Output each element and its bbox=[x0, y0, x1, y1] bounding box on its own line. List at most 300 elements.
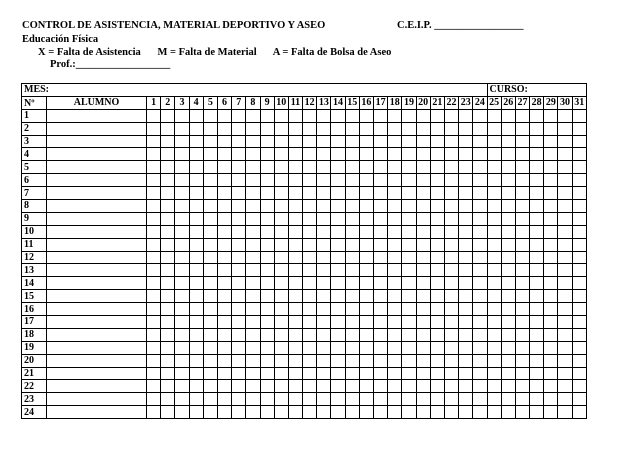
mark-cell[interactable] bbox=[402, 200, 416, 213]
mark-cell[interactable] bbox=[430, 380, 444, 393]
mark-cell[interactable] bbox=[189, 251, 203, 264]
mark-cell[interactable] bbox=[246, 225, 260, 238]
mark-cell[interactable] bbox=[345, 341, 359, 354]
mark-cell[interactable] bbox=[189, 406, 203, 419]
mark-cell[interactable] bbox=[530, 187, 544, 200]
student-name-cell[interactable] bbox=[47, 212, 147, 225]
mark-cell[interactable] bbox=[544, 251, 558, 264]
mark-cell[interactable] bbox=[175, 187, 189, 200]
mark-cell[interactable] bbox=[473, 316, 487, 329]
mark-cell[interactable] bbox=[501, 135, 515, 148]
mark-cell[interactable] bbox=[402, 238, 416, 251]
mark-cell[interactable] bbox=[501, 393, 515, 406]
mark-cell[interactable] bbox=[232, 109, 246, 122]
mark-cell[interactable] bbox=[175, 367, 189, 380]
mark-cell[interactable] bbox=[444, 393, 458, 406]
mark-cell[interactable] bbox=[161, 161, 175, 174]
mark-cell[interactable] bbox=[288, 367, 302, 380]
mark-cell[interactable] bbox=[317, 122, 331, 135]
mark-cell[interactable] bbox=[161, 200, 175, 213]
mark-cell[interactable] bbox=[303, 225, 317, 238]
mark-cell[interactable] bbox=[544, 316, 558, 329]
mark-cell[interactable] bbox=[331, 303, 345, 316]
mark-cell[interactable] bbox=[530, 212, 544, 225]
student-name-cell[interactable] bbox=[47, 174, 147, 187]
mark-cell[interactable] bbox=[232, 277, 246, 290]
mark-cell[interactable] bbox=[147, 212, 161, 225]
mark-cell[interactable] bbox=[473, 328, 487, 341]
mark-cell[interactable] bbox=[288, 122, 302, 135]
mark-cell[interactable] bbox=[444, 341, 458, 354]
mark-cell[interactable] bbox=[416, 251, 430, 264]
mark-cell[interactable] bbox=[544, 238, 558, 251]
mark-cell[interactable] bbox=[175, 161, 189, 174]
mark-cell[interactable] bbox=[416, 212, 430, 225]
student-name-cell[interactable] bbox=[47, 303, 147, 316]
mark-cell[interactable] bbox=[444, 290, 458, 303]
mark-cell[interactable] bbox=[416, 148, 430, 161]
mark-cell[interactable] bbox=[544, 406, 558, 419]
mark-cell[interactable] bbox=[402, 277, 416, 290]
mark-cell[interactable] bbox=[359, 187, 373, 200]
mark-cell[interactable] bbox=[374, 328, 388, 341]
mark-cell[interactable] bbox=[246, 341, 260, 354]
mark-cell[interactable] bbox=[203, 264, 217, 277]
mark-cell[interactable] bbox=[572, 200, 586, 213]
mark-cell[interactable] bbox=[501, 264, 515, 277]
mark-cell[interactable] bbox=[487, 277, 501, 290]
mark-cell[interactable] bbox=[388, 316, 402, 329]
mark-cell[interactable] bbox=[359, 200, 373, 213]
mark-cell[interactable] bbox=[232, 238, 246, 251]
mark-cell[interactable] bbox=[515, 393, 529, 406]
mark-cell[interactable] bbox=[558, 316, 572, 329]
mark-cell[interactable] bbox=[317, 238, 331, 251]
mark-cell[interactable] bbox=[217, 187, 231, 200]
mark-cell[interactable] bbox=[473, 212, 487, 225]
mark-cell[interactable] bbox=[147, 122, 161, 135]
mark-cell[interactable] bbox=[544, 148, 558, 161]
mark-cell[interactable] bbox=[416, 109, 430, 122]
mark-cell[interactable] bbox=[317, 161, 331, 174]
mark-cell[interactable] bbox=[374, 316, 388, 329]
mark-cell[interactable] bbox=[359, 264, 373, 277]
mark-cell[interactable] bbox=[374, 367, 388, 380]
mark-cell[interactable] bbox=[515, 406, 529, 419]
mark-cell[interactable] bbox=[260, 174, 274, 187]
mark-cell[interactable] bbox=[317, 354, 331, 367]
mark-cell[interactable] bbox=[572, 316, 586, 329]
mark-cell[interactable] bbox=[303, 212, 317, 225]
mark-cell[interactable] bbox=[345, 406, 359, 419]
mark-cell[interactable] bbox=[317, 135, 331, 148]
mark-cell[interactable] bbox=[288, 187, 302, 200]
mark-cell[interactable] bbox=[430, 148, 444, 161]
mark-cell[interactable] bbox=[331, 238, 345, 251]
mark-cell[interactable] bbox=[558, 354, 572, 367]
mark-cell[interactable] bbox=[558, 264, 572, 277]
mark-cell[interactable] bbox=[544, 109, 558, 122]
mark-cell[interactable] bbox=[147, 161, 161, 174]
mark-cell[interactable] bbox=[175, 406, 189, 419]
mark-cell[interactable] bbox=[246, 393, 260, 406]
mark-cell[interactable] bbox=[232, 316, 246, 329]
mark-cell[interactable] bbox=[189, 354, 203, 367]
mark-cell[interactable] bbox=[487, 122, 501, 135]
mark-cell[interactable] bbox=[572, 161, 586, 174]
mark-cell[interactable] bbox=[444, 367, 458, 380]
mark-cell[interactable] bbox=[501, 109, 515, 122]
mark-cell[interactable] bbox=[161, 406, 175, 419]
mark-cell[interactable] bbox=[558, 380, 572, 393]
mark-cell[interactable] bbox=[147, 251, 161, 264]
mark-cell[interactable] bbox=[331, 316, 345, 329]
mark-cell[interactable] bbox=[459, 264, 473, 277]
mark-cell[interactable] bbox=[303, 161, 317, 174]
mark-cell[interactable] bbox=[331, 367, 345, 380]
mark-cell[interactable] bbox=[331, 174, 345, 187]
mark-cell[interactable] bbox=[501, 341, 515, 354]
mark-cell[interactable] bbox=[388, 393, 402, 406]
mark-cell[interactable] bbox=[444, 148, 458, 161]
mark-cell[interactable] bbox=[161, 290, 175, 303]
mark-cell[interactable] bbox=[430, 393, 444, 406]
mark-cell[interactable] bbox=[359, 238, 373, 251]
mark-cell[interactable] bbox=[359, 328, 373, 341]
mark-cell[interactable] bbox=[317, 290, 331, 303]
mark-cell[interactable] bbox=[416, 225, 430, 238]
mark-cell[interactable] bbox=[430, 316, 444, 329]
mark-cell[interactable] bbox=[217, 238, 231, 251]
mark-cell[interactable] bbox=[345, 316, 359, 329]
mark-cell[interactable] bbox=[359, 406, 373, 419]
mark-cell[interactable] bbox=[374, 277, 388, 290]
mark-cell[interactable] bbox=[515, 328, 529, 341]
mark-cell[interactable] bbox=[203, 393, 217, 406]
student-name-cell[interactable] bbox=[47, 290, 147, 303]
mark-cell[interactable] bbox=[331, 161, 345, 174]
mark-cell[interactable] bbox=[473, 122, 487, 135]
mark-cell[interactable] bbox=[232, 225, 246, 238]
mark-cell[interactable] bbox=[416, 406, 430, 419]
mark-cell[interactable] bbox=[303, 238, 317, 251]
mark-cell[interactable] bbox=[530, 277, 544, 290]
mark-cell[interactable] bbox=[388, 148, 402, 161]
mark-cell[interactable] bbox=[246, 161, 260, 174]
mark-cell[interactable] bbox=[317, 264, 331, 277]
student-name-cell[interactable] bbox=[47, 251, 147, 264]
mark-cell[interactable] bbox=[345, 187, 359, 200]
mark-cell[interactable] bbox=[530, 316, 544, 329]
mark-cell[interactable] bbox=[444, 187, 458, 200]
mark-cell[interactable] bbox=[161, 277, 175, 290]
mark-cell[interactable] bbox=[260, 316, 274, 329]
mark-cell[interactable] bbox=[189, 290, 203, 303]
mark-cell[interactable] bbox=[274, 393, 288, 406]
mark-cell[interactable] bbox=[203, 174, 217, 187]
mark-cell[interactable] bbox=[515, 290, 529, 303]
mark-cell[interactable] bbox=[175, 264, 189, 277]
mark-cell[interactable] bbox=[374, 148, 388, 161]
mark-cell[interactable] bbox=[303, 341, 317, 354]
mark-cell[interactable] bbox=[430, 406, 444, 419]
mark-cell[interactable] bbox=[189, 212, 203, 225]
mark-cell[interactable] bbox=[217, 354, 231, 367]
mark-cell[interactable] bbox=[388, 238, 402, 251]
mark-cell[interactable] bbox=[260, 109, 274, 122]
mark-cell[interactable] bbox=[303, 200, 317, 213]
student-name-cell[interactable] bbox=[47, 200, 147, 213]
mark-cell[interactable] bbox=[416, 367, 430, 380]
mark-cell[interactable] bbox=[303, 277, 317, 290]
mark-cell[interactable] bbox=[217, 290, 231, 303]
mark-cell[interactable] bbox=[274, 380, 288, 393]
mark-cell[interactable] bbox=[530, 354, 544, 367]
mark-cell[interactable] bbox=[175, 328, 189, 341]
mark-cell[interactable] bbox=[217, 122, 231, 135]
mark-cell[interactable] bbox=[558, 161, 572, 174]
mark-cell[interactable] bbox=[402, 109, 416, 122]
mark-cell[interactable] bbox=[147, 200, 161, 213]
mark-cell[interactable] bbox=[473, 393, 487, 406]
mark-cell[interactable] bbox=[175, 174, 189, 187]
mark-cell[interactable] bbox=[189, 200, 203, 213]
mark-cell[interactable] bbox=[572, 277, 586, 290]
mark-cell[interactable] bbox=[161, 380, 175, 393]
mark-cell[interactable] bbox=[430, 174, 444, 187]
mark-cell[interactable] bbox=[161, 135, 175, 148]
mark-cell[interactable] bbox=[274, 277, 288, 290]
mark-cell[interactable] bbox=[359, 109, 373, 122]
mark-cell[interactable] bbox=[444, 277, 458, 290]
mark-cell[interactable] bbox=[473, 251, 487, 264]
mark-cell[interactable] bbox=[232, 380, 246, 393]
mark-cell[interactable] bbox=[161, 212, 175, 225]
mark-cell[interactable] bbox=[147, 135, 161, 148]
mark-cell[interactable] bbox=[558, 393, 572, 406]
mark-cell[interactable] bbox=[331, 277, 345, 290]
mark-cell[interactable] bbox=[288, 290, 302, 303]
mark-cell[interactable] bbox=[359, 367, 373, 380]
mark-cell[interactable] bbox=[402, 367, 416, 380]
mark-cell[interactable] bbox=[274, 341, 288, 354]
mark-cell[interactable] bbox=[544, 393, 558, 406]
mark-cell[interactable] bbox=[544, 328, 558, 341]
mark-cell[interactable] bbox=[473, 174, 487, 187]
mark-cell[interactable] bbox=[530, 367, 544, 380]
mark-cell[interactable] bbox=[331, 225, 345, 238]
mark-cell[interactable] bbox=[189, 264, 203, 277]
mark-cell[interactable] bbox=[203, 367, 217, 380]
mark-cell[interactable] bbox=[473, 264, 487, 277]
mark-cell[interactable] bbox=[388, 290, 402, 303]
mark-cell[interactable] bbox=[203, 212, 217, 225]
mark-cell[interactable] bbox=[246, 328, 260, 341]
mark-cell[interactable] bbox=[473, 238, 487, 251]
mark-cell[interactable] bbox=[303, 135, 317, 148]
mark-cell[interactable] bbox=[501, 380, 515, 393]
mark-cell[interactable] bbox=[288, 225, 302, 238]
mark-cell[interactable] bbox=[345, 225, 359, 238]
mark-cell[interactable] bbox=[459, 277, 473, 290]
mark-cell[interactable] bbox=[530, 251, 544, 264]
mark-cell[interactable] bbox=[388, 161, 402, 174]
mark-cell[interactable] bbox=[444, 161, 458, 174]
mark-cell[interactable] bbox=[260, 264, 274, 277]
mark-cell[interactable] bbox=[388, 109, 402, 122]
mark-cell[interactable] bbox=[473, 187, 487, 200]
mark-cell[interactable] bbox=[317, 212, 331, 225]
mark-cell[interactable] bbox=[388, 200, 402, 213]
mark-cell[interactable] bbox=[359, 174, 373, 187]
mark-cell[interactable] bbox=[544, 380, 558, 393]
mark-cell[interactable] bbox=[345, 367, 359, 380]
mark-cell[interactable] bbox=[515, 174, 529, 187]
mark-cell[interactable] bbox=[203, 303, 217, 316]
mark-cell[interactable] bbox=[331, 212, 345, 225]
mark-cell[interactable] bbox=[246, 238, 260, 251]
mark-cell[interactable] bbox=[246, 406, 260, 419]
mark-cell[interactable] bbox=[189, 380, 203, 393]
mark-cell[interactable] bbox=[175, 303, 189, 316]
mark-cell[interactable] bbox=[232, 174, 246, 187]
mark-cell[interactable] bbox=[402, 380, 416, 393]
mark-cell[interactable] bbox=[288, 109, 302, 122]
mark-cell[interactable] bbox=[430, 135, 444, 148]
mark-cell[interactable] bbox=[217, 406, 231, 419]
mark-cell[interactable] bbox=[288, 148, 302, 161]
mark-cell[interactable] bbox=[374, 122, 388, 135]
mark-cell[interactable] bbox=[161, 174, 175, 187]
mark-cell[interactable] bbox=[345, 354, 359, 367]
mark-cell[interactable] bbox=[544, 135, 558, 148]
mark-cell[interactable] bbox=[487, 200, 501, 213]
student-name-cell[interactable] bbox=[47, 380, 147, 393]
mark-cell[interactable] bbox=[374, 109, 388, 122]
mark-cell[interactable] bbox=[161, 303, 175, 316]
student-name-cell[interactable] bbox=[47, 406, 147, 419]
mark-cell[interactable] bbox=[544, 264, 558, 277]
mark-cell[interactable] bbox=[232, 264, 246, 277]
mark-cell[interactable] bbox=[189, 135, 203, 148]
mark-cell[interactable] bbox=[359, 251, 373, 264]
mark-cell[interactable] bbox=[317, 367, 331, 380]
mark-cell[interactable] bbox=[544, 290, 558, 303]
mark-cell[interactable] bbox=[501, 367, 515, 380]
mark-cell[interactable] bbox=[515, 316, 529, 329]
mark-cell[interactable] bbox=[345, 135, 359, 148]
mark-cell[interactable] bbox=[317, 277, 331, 290]
mark-cell[interactable] bbox=[359, 380, 373, 393]
mark-cell[interactable] bbox=[388, 225, 402, 238]
mark-cell[interactable] bbox=[572, 174, 586, 187]
mark-cell[interactable] bbox=[203, 406, 217, 419]
mark-cell[interactable] bbox=[189, 161, 203, 174]
mark-cell[interactable] bbox=[317, 225, 331, 238]
mark-cell[interactable] bbox=[388, 367, 402, 380]
mark-cell[interactable] bbox=[359, 316, 373, 329]
mark-cell[interactable] bbox=[359, 393, 373, 406]
mark-cell[interactable] bbox=[317, 303, 331, 316]
mark-cell[interactable] bbox=[147, 303, 161, 316]
mark-cell[interactable] bbox=[345, 290, 359, 303]
mark-cell[interactable] bbox=[530, 290, 544, 303]
mark-cell[interactable] bbox=[459, 367, 473, 380]
mark-cell[interactable] bbox=[444, 316, 458, 329]
mark-cell[interactable] bbox=[161, 393, 175, 406]
mark-cell[interactable] bbox=[175, 380, 189, 393]
mark-cell[interactable] bbox=[345, 303, 359, 316]
mark-cell[interactable] bbox=[530, 393, 544, 406]
mark-cell[interactable] bbox=[288, 251, 302, 264]
mark-cell[interactable] bbox=[260, 148, 274, 161]
mark-cell[interactable] bbox=[288, 238, 302, 251]
mark-cell[interactable] bbox=[359, 277, 373, 290]
mark-cell[interactable] bbox=[331, 328, 345, 341]
mark-cell[interactable] bbox=[203, 225, 217, 238]
mark-cell[interactable] bbox=[374, 393, 388, 406]
mark-cell[interactable] bbox=[331, 354, 345, 367]
mark-cell[interactable] bbox=[501, 251, 515, 264]
mark-cell[interactable] bbox=[147, 238, 161, 251]
mark-cell[interactable] bbox=[544, 200, 558, 213]
mark-cell[interactable] bbox=[303, 316, 317, 329]
mark-cell[interactable] bbox=[544, 161, 558, 174]
mark-cell[interactable] bbox=[487, 148, 501, 161]
mark-cell[interactable] bbox=[260, 277, 274, 290]
mark-cell[interactable] bbox=[572, 122, 586, 135]
mark-cell[interactable] bbox=[530, 135, 544, 148]
mark-cell[interactable] bbox=[459, 122, 473, 135]
mark-cell[interactable] bbox=[558, 122, 572, 135]
mark-cell[interactable] bbox=[260, 135, 274, 148]
mark-cell[interactable] bbox=[203, 122, 217, 135]
mark-cell[interactable] bbox=[416, 380, 430, 393]
mark-cell[interactable] bbox=[246, 354, 260, 367]
mark-cell[interactable] bbox=[558, 341, 572, 354]
mark-cell[interactable] bbox=[260, 161, 274, 174]
mark-cell[interactable] bbox=[430, 251, 444, 264]
mark-cell[interactable] bbox=[530, 200, 544, 213]
student-name-cell[interactable] bbox=[47, 341, 147, 354]
mark-cell[interactable] bbox=[388, 328, 402, 341]
mark-cell[interactable] bbox=[572, 251, 586, 264]
mark-cell[interactable] bbox=[161, 367, 175, 380]
mark-cell[interactable] bbox=[501, 290, 515, 303]
mark-cell[interactable] bbox=[203, 135, 217, 148]
mark-cell[interactable] bbox=[572, 290, 586, 303]
mark-cell[interactable] bbox=[217, 328, 231, 341]
mark-cell[interactable] bbox=[161, 341, 175, 354]
mark-cell[interactable] bbox=[430, 212, 444, 225]
mark-cell[interactable] bbox=[444, 406, 458, 419]
mark-cell[interactable] bbox=[572, 328, 586, 341]
mark-cell[interactable] bbox=[572, 212, 586, 225]
mark-cell[interactable] bbox=[572, 238, 586, 251]
mark-cell[interactable] bbox=[303, 354, 317, 367]
mark-cell[interactable] bbox=[189, 148, 203, 161]
mark-cell[interactable] bbox=[473, 406, 487, 419]
mark-cell[interactable] bbox=[345, 148, 359, 161]
mark-cell[interactable] bbox=[572, 148, 586, 161]
mark-cell[interactable] bbox=[459, 212, 473, 225]
mark-cell[interactable] bbox=[459, 174, 473, 187]
mark-cell[interactable] bbox=[246, 135, 260, 148]
mark-cell[interactable] bbox=[444, 122, 458, 135]
mark-cell[interactable] bbox=[374, 303, 388, 316]
mark-cell[interactable] bbox=[430, 187, 444, 200]
mark-cell[interactable] bbox=[203, 277, 217, 290]
